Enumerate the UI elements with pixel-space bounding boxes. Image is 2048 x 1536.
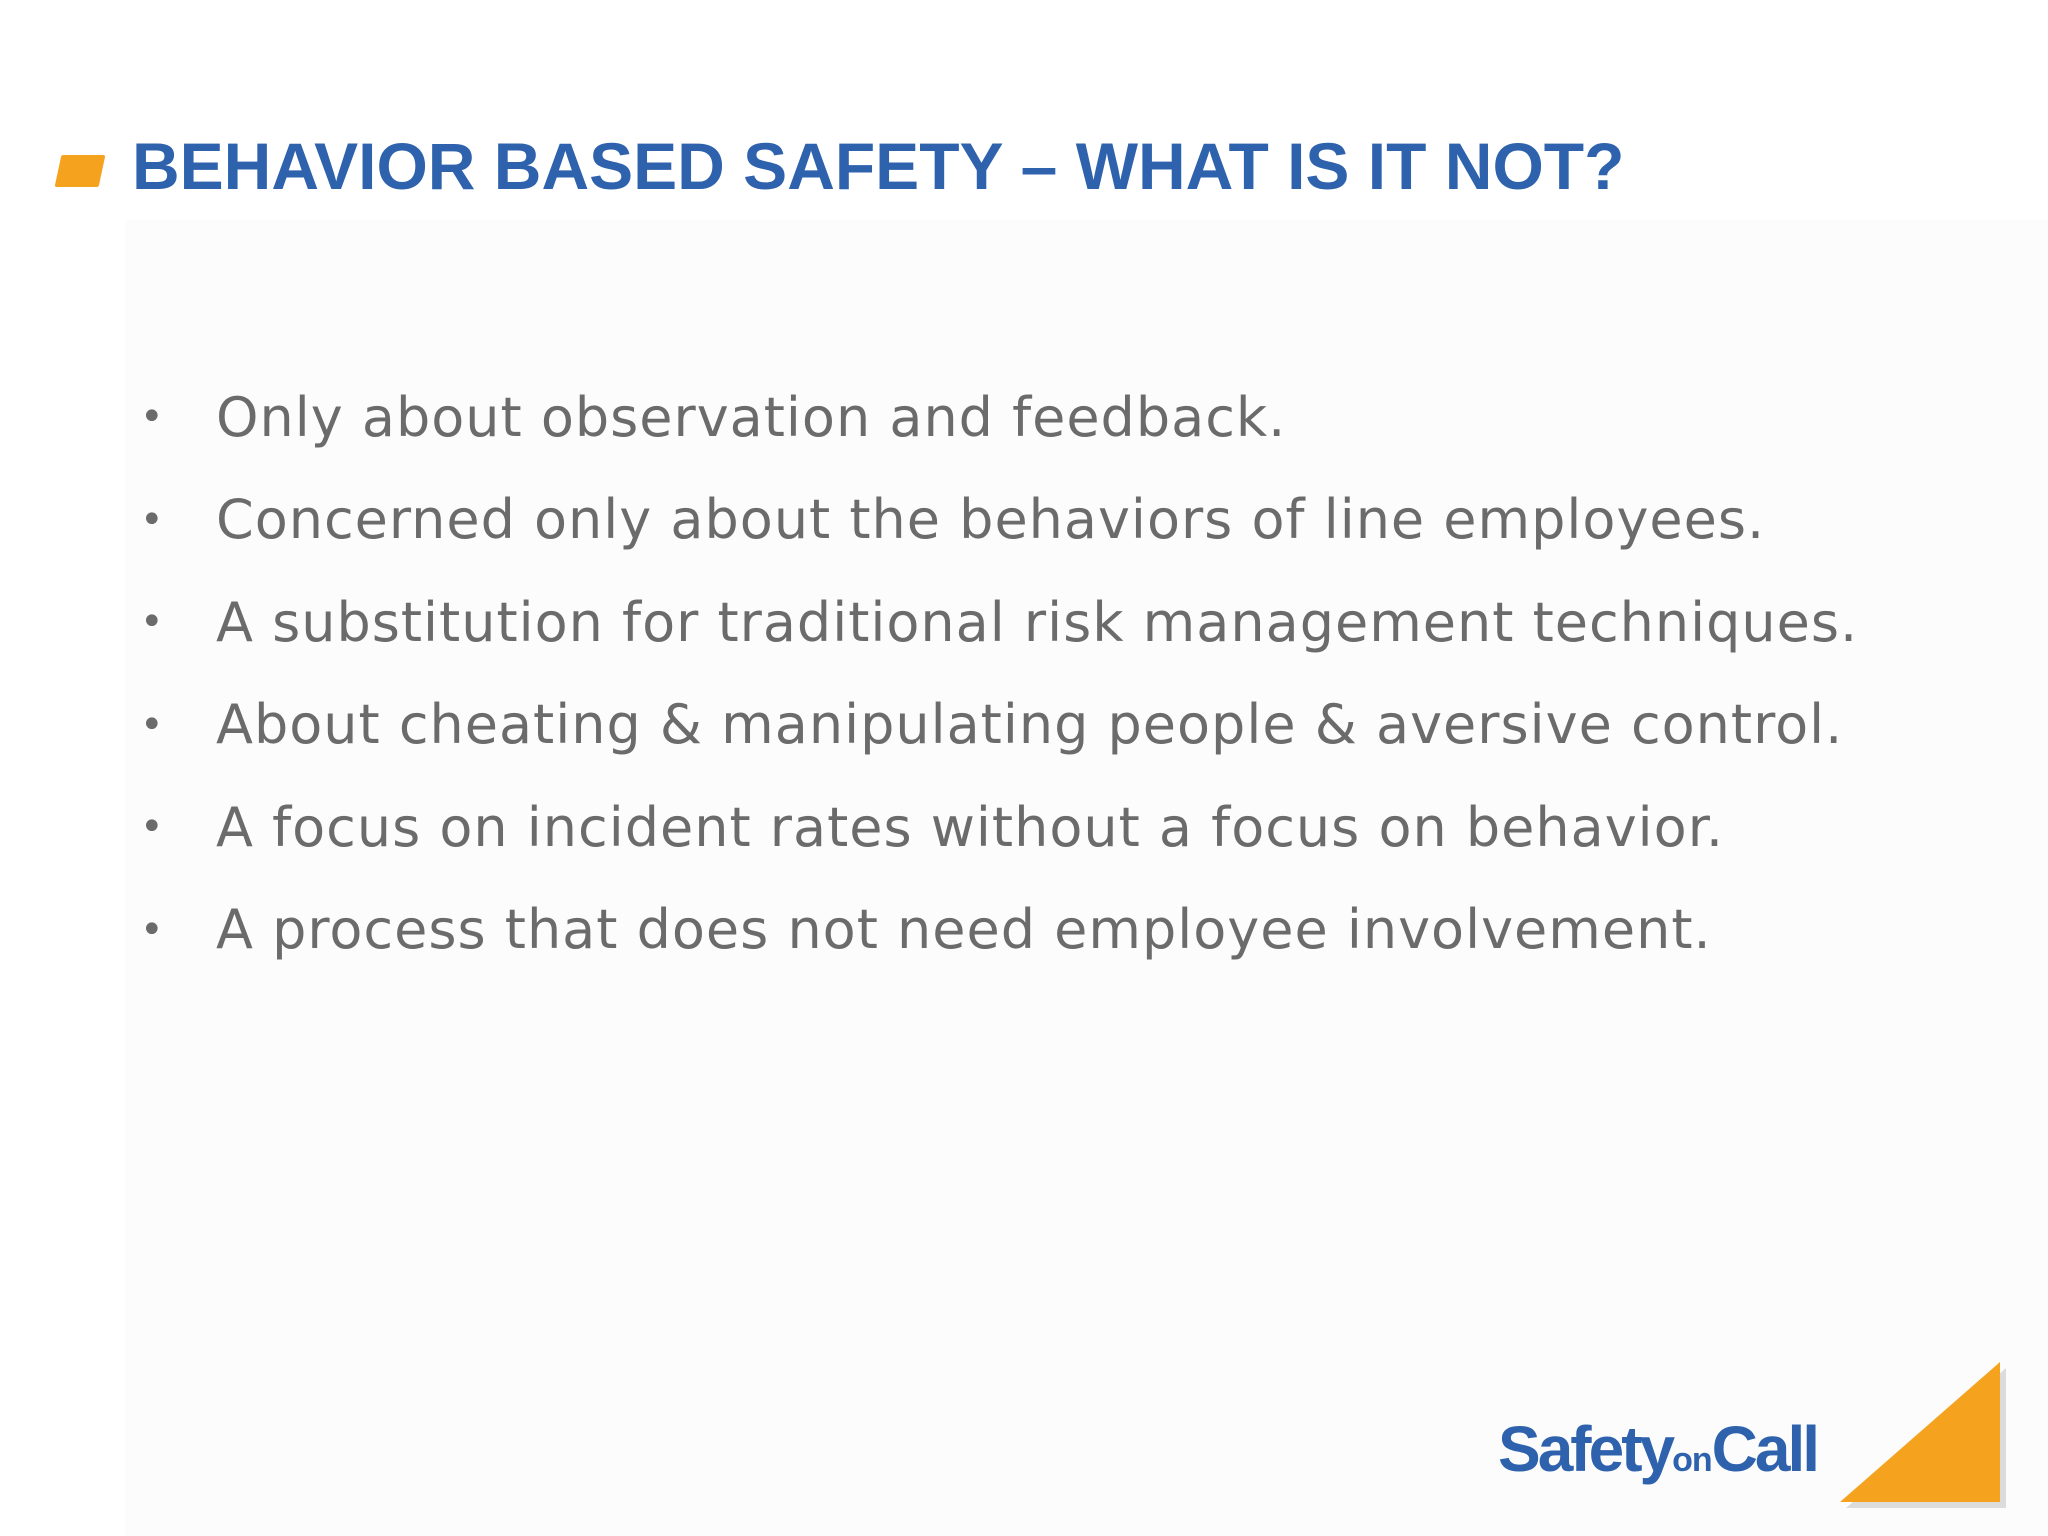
corner-triangle-icon [1836, 1360, 2008, 1510]
bullet-text: About cheating & manipulating people & aversive control. [216, 693, 1844, 757]
bullet-icon: • [140, 906, 164, 953]
bullet-text: Only about observation and feedback. [216, 385, 1287, 449]
logo-text-call: Call [1711, 1413, 1818, 1485]
logo-text-on: on [1672, 1441, 1712, 1479]
bullet-item [140, 674, 1858, 777]
corner-triangle [1840, 1362, 2000, 1502]
bullet-text: A focus on incident rates without a focus on behavior. [216, 795, 1725, 859]
bullet-icon: • [140, 496, 164, 543]
bullet-text: Concerned only about the behaviors of line employees. [216, 488, 1766, 552]
bullet-text: A substitution for traditional risk management techniques. [216, 590, 1859, 654]
logo-text-safety: Safety [1498, 1413, 1673, 1485]
bullet-item [140, 469, 1858, 572]
safety-on-call-logo [1498, 1412, 1817, 1486]
bullet-text: A process that does not need employee involvement. [216, 898, 1712, 962]
bullet-list [140, 366, 1858, 981]
bullet-icon: • [140, 394, 164, 441]
bullet-icon: • [140, 599, 164, 646]
bullet-item [140, 571, 1858, 674]
bullet-icon: • [140, 701, 164, 748]
title-marker-icon [55, 155, 106, 187]
bullet-item [140, 776, 1858, 879]
bullet-icon: • [140, 804, 164, 851]
bullet-item [140, 366, 1858, 469]
bullet-item [140, 879, 1858, 982]
slide-title: BEHAVIOR BASED SAFETY – WHAT IS IT NOT? [132, 129, 1625, 203]
